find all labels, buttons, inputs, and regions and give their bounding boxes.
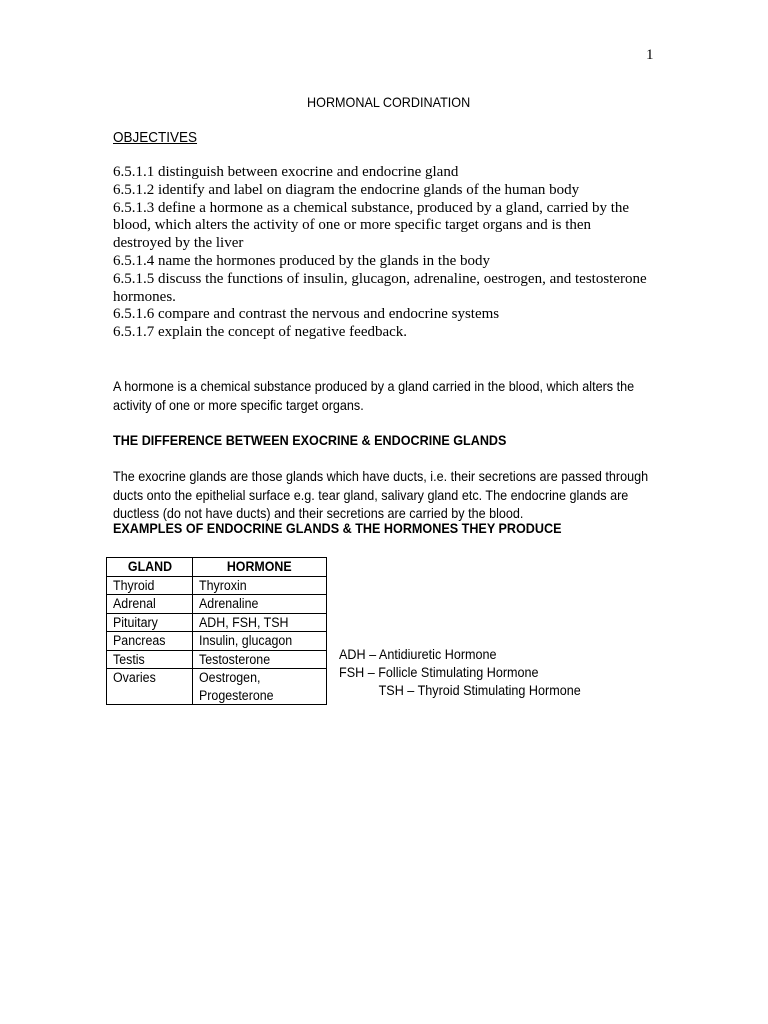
page-title [0,94,768,110]
gland-text: Testis [113,651,145,667]
gland-text: Pancreas [113,633,166,648]
abbreviation-notes [339,645,581,699]
objective-line: 6.5.1.5 discuss the functions of insulin, glucagon, adrenaline, oestrogen, and testosterone [113,270,647,287]
gland-text: Ovaries [113,670,156,685]
objective-line: hormones. [113,288,176,305]
hormone-text: Insulin, glucagon [199,633,293,648]
objective-line: blood, which alters the activity of one or more specific target organs and is then [113,217,592,234]
exocrine-line: ducts onto the epithelial surface e.g. tear gland, salivary gland etc. The endocrine glands are [113,486,629,503]
difference-heading: THE DIFFERENCE BETWEEN EXOCRINE & ENDOCRINE GLANDS [113,432,507,448]
header-gland [107,558,193,577]
header-hormone-text: HORMONE [227,559,292,574]
hormone-definition [113,377,634,415]
definition-line: activity of one or more specific target organs. [113,397,364,413]
examples-heading: EXAMPLES OF ENDOCRINE GLANDS & THE HORMONES THEY PRODUCE [113,520,562,536]
table-row [107,650,327,669]
objectives-list [113,164,658,342]
gland-cell [107,669,193,705]
exocrine-line: The exocrine glands are those glands which have ducts, i.e. their secretions are passed through [113,468,649,484]
hormone-cell [193,613,327,632]
table-row [107,669,327,705]
gland-text: Thyroid [113,577,155,593]
abbreviation-line: FSH – Follicle Stimulating Hormone [339,664,539,680]
gland-text: Pituitary [113,614,158,630]
gland-cell [107,576,193,595]
objective-line: 6.5.1.7 explain the concept of negative feedback. [113,324,408,341]
hormone-cell [193,669,327,705]
gland-hormone-table [106,557,327,705]
hormone-cell [193,576,327,595]
exocrine-line: ductless (do not have ducts) and their secretions are carried by the blood. [113,505,524,521]
hormone-text: Thyroxin [199,577,247,593]
hormone-text: Oestrogen, [199,670,261,685]
gland-cell [107,650,193,669]
objective-line: destroyed by the liver [113,235,244,252]
gland-cell [107,595,193,614]
hormone-cell [193,650,327,669]
objective-line: 6.5.1.4 name the hormones produced by the glands in the body [113,252,491,269]
gland-cell [107,613,193,632]
table-header-row [107,558,327,577]
objective-line: 6.5.1.1 distinguish between exocrine and endocrine gland [113,164,459,180]
table-row [107,595,327,614]
hormone-text: Progesterone [199,687,274,703]
page-title-text: HORMONAL CORDINATION [307,94,471,110]
page-number: 1 [646,47,654,63]
table-row [107,576,327,595]
gland-cell [107,632,193,651]
header-gland-text: GLAND [127,559,172,574]
header-hormone [193,558,327,577]
hormone-cell [193,632,327,651]
exocrine-paragraph [113,467,648,523]
objectives-heading: OBJECTIVES [113,129,198,146]
hormone-text: Testosterone [199,651,271,667]
hormone-text: Adrenaline [199,596,259,611]
table-row [107,613,327,632]
hormone-cell [193,595,327,614]
abbreviation-line: TSH – Thyroid Stimulating Hormone [378,682,581,698]
hormone-text: ADH, FSH, TSH [199,614,289,630]
objective-line: 6.5.1.6 compare and contrast the nervous and endocrine systems [113,306,500,323]
table-row [107,632,327,651]
objective-line: 6.5.1.2 identify and label on diagram the endocrine glands of the human body [113,181,580,198]
abbreviation-line: ADH – Antidiuretic Hormone [339,646,497,662]
objective-line: 6.5.1.3 define a hormone as a chemical substance, produced by a gland, carried by the [113,199,630,216]
gland-text: Adrenal [113,596,156,611]
definition-line: A hormone is a chemical substance produced by a gland carried in the blood, which alters the [113,378,635,394]
